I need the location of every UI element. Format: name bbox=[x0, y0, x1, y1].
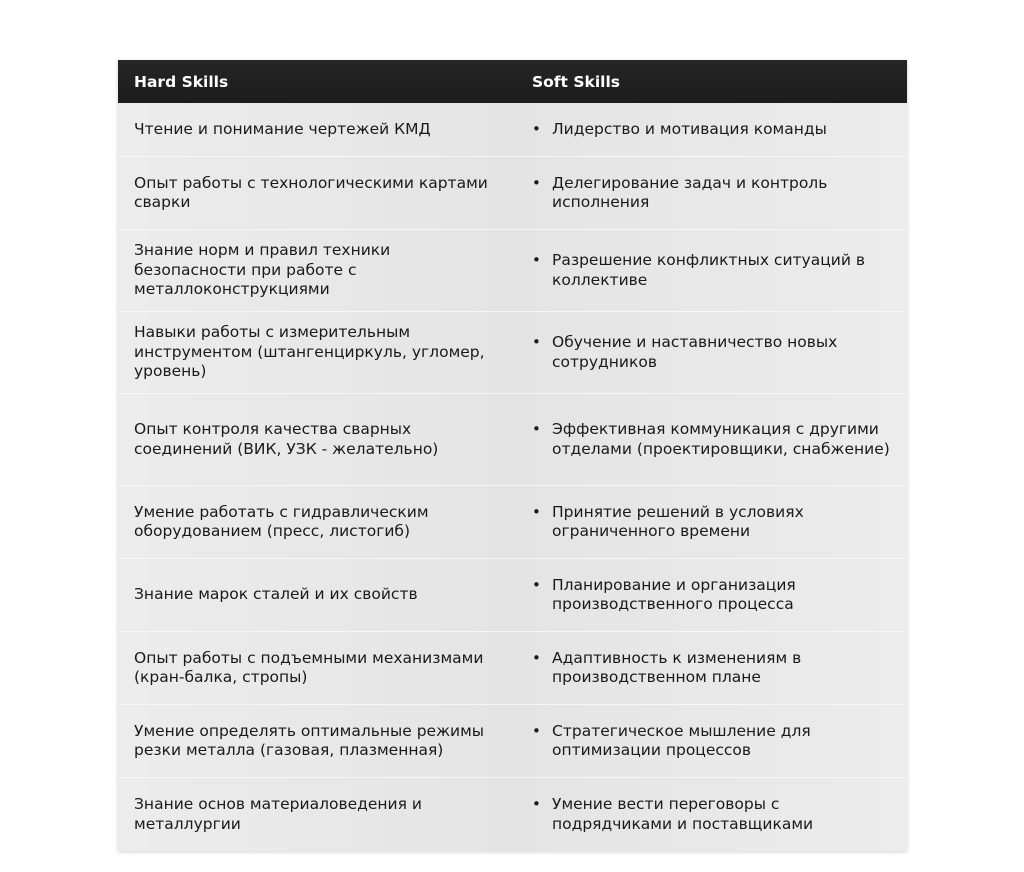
bullet-icon: • bbox=[532, 795, 541, 813]
hard-skill-cell: Опыт работы с технологическими картами сварки bbox=[134, 173, 488, 211]
soft-skill-cell bbox=[517, 722, 907, 761]
soft-skill-text: Умение вести переговоры с подрядчиками и поставщиками bbox=[552, 795, 814, 833]
bullet-icon: • bbox=[532, 251, 541, 269]
table-row bbox=[118, 103, 907, 157]
soft-skill-text: Планирование и организация производственного процесса bbox=[552, 575, 796, 613]
hard-skill-cell: Опыт работы с подъемными механизмами (кран-балка, стропы) bbox=[134, 648, 484, 686]
table-row bbox=[118, 778, 907, 851]
soft-skill-text: Эффективная коммуникация с другими отделами (проектировщики, снабжение) bbox=[552, 420, 890, 458]
table-row bbox=[118, 394, 907, 486]
skills-table bbox=[118, 60, 907, 851]
soft-skill-text: Делегирование задач и контроль исполнения bbox=[552, 173, 828, 211]
table-row bbox=[118, 559, 907, 632]
bullet-icon: • bbox=[532, 648, 541, 667]
table-row bbox=[118, 312, 907, 394]
soft-skill-text: Принятие решений в условиях ограниченного времени bbox=[552, 502, 804, 540]
soft-skill-cell bbox=[517, 649, 907, 688]
table-row bbox=[118, 632, 907, 705]
hard-skill-cell: Умение определять оптимальные режимы резки металла (газовая, плазменная) bbox=[134, 721, 485, 759]
hard-skill-cell: Чтение и понимание чертежей КМД bbox=[134, 119, 431, 138]
bullet-icon: • bbox=[532, 333, 541, 351]
hard-skill-cell: Умение работать с гидравлическим оборудованием (пресс, листогиб) bbox=[134, 502, 429, 540]
bullet-icon: • bbox=[532, 173, 541, 192]
hard-skill-cell: Знание норм и правил техники безопасности при работе с металлоконструкциями bbox=[134, 241, 391, 299]
bullet-icon: • bbox=[532, 119, 541, 138]
header-hard-skills: Hard Skills bbox=[134, 72, 229, 91]
soft-skill-cell bbox=[517, 795, 907, 834]
hard-skill-cell: Знание марок сталей и их свойств bbox=[134, 585, 418, 604]
soft-skill-cell bbox=[517, 420, 907, 459]
bullet-icon: • bbox=[532, 575, 541, 594]
hard-skill-cell: Навыки работы с измерительным инструментом (штангенциркуль, угломер, уровень) bbox=[134, 323, 485, 381]
table-row bbox=[118, 230, 907, 312]
soft-skill-cell bbox=[517, 576, 907, 615]
soft-skill-text: Обучение и наставничество новых сотрудников bbox=[552, 333, 838, 371]
bullet-icon: • bbox=[532, 502, 541, 521]
soft-skill-cell bbox=[517, 503, 907, 542]
soft-skill-text: Разрешение конфликтных ситуаций в коллективе bbox=[552, 251, 865, 289]
bullet-icon: • bbox=[532, 420, 541, 438]
table-header bbox=[118, 60, 907, 103]
soft-skill-text: Лидерство и мотивация команды bbox=[552, 119, 827, 138]
soft-skill-cell bbox=[517, 333, 907, 372]
hard-skill-cell: Знание основ материаловедения и металлургии bbox=[134, 795, 422, 833]
table-row bbox=[118, 157, 907, 230]
header-soft-skills: Soft Skills bbox=[532, 72, 620, 91]
table-row bbox=[118, 486, 907, 559]
soft-skill-cell bbox=[517, 174, 907, 213]
bullet-icon: • bbox=[532, 721, 541, 740]
soft-skill-cell bbox=[517, 120, 907, 140]
hard-skill-cell: Опыт контроля качества сварных соединений (ВИК, УЗК - желательно) bbox=[134, 420, 439, 458]
soft-skill-text: Адаптивность к изменениям в производственном плане bbox=[552, 648, 802, 686]
soft-skill-text: Стратегическое мышление для оптимизации процессов bbox=[552, 721, 811, 759]
soft-skill-cell bbox=[517, 251, 907, 290]
table-row bbox=[118, 705, 907, 778]
